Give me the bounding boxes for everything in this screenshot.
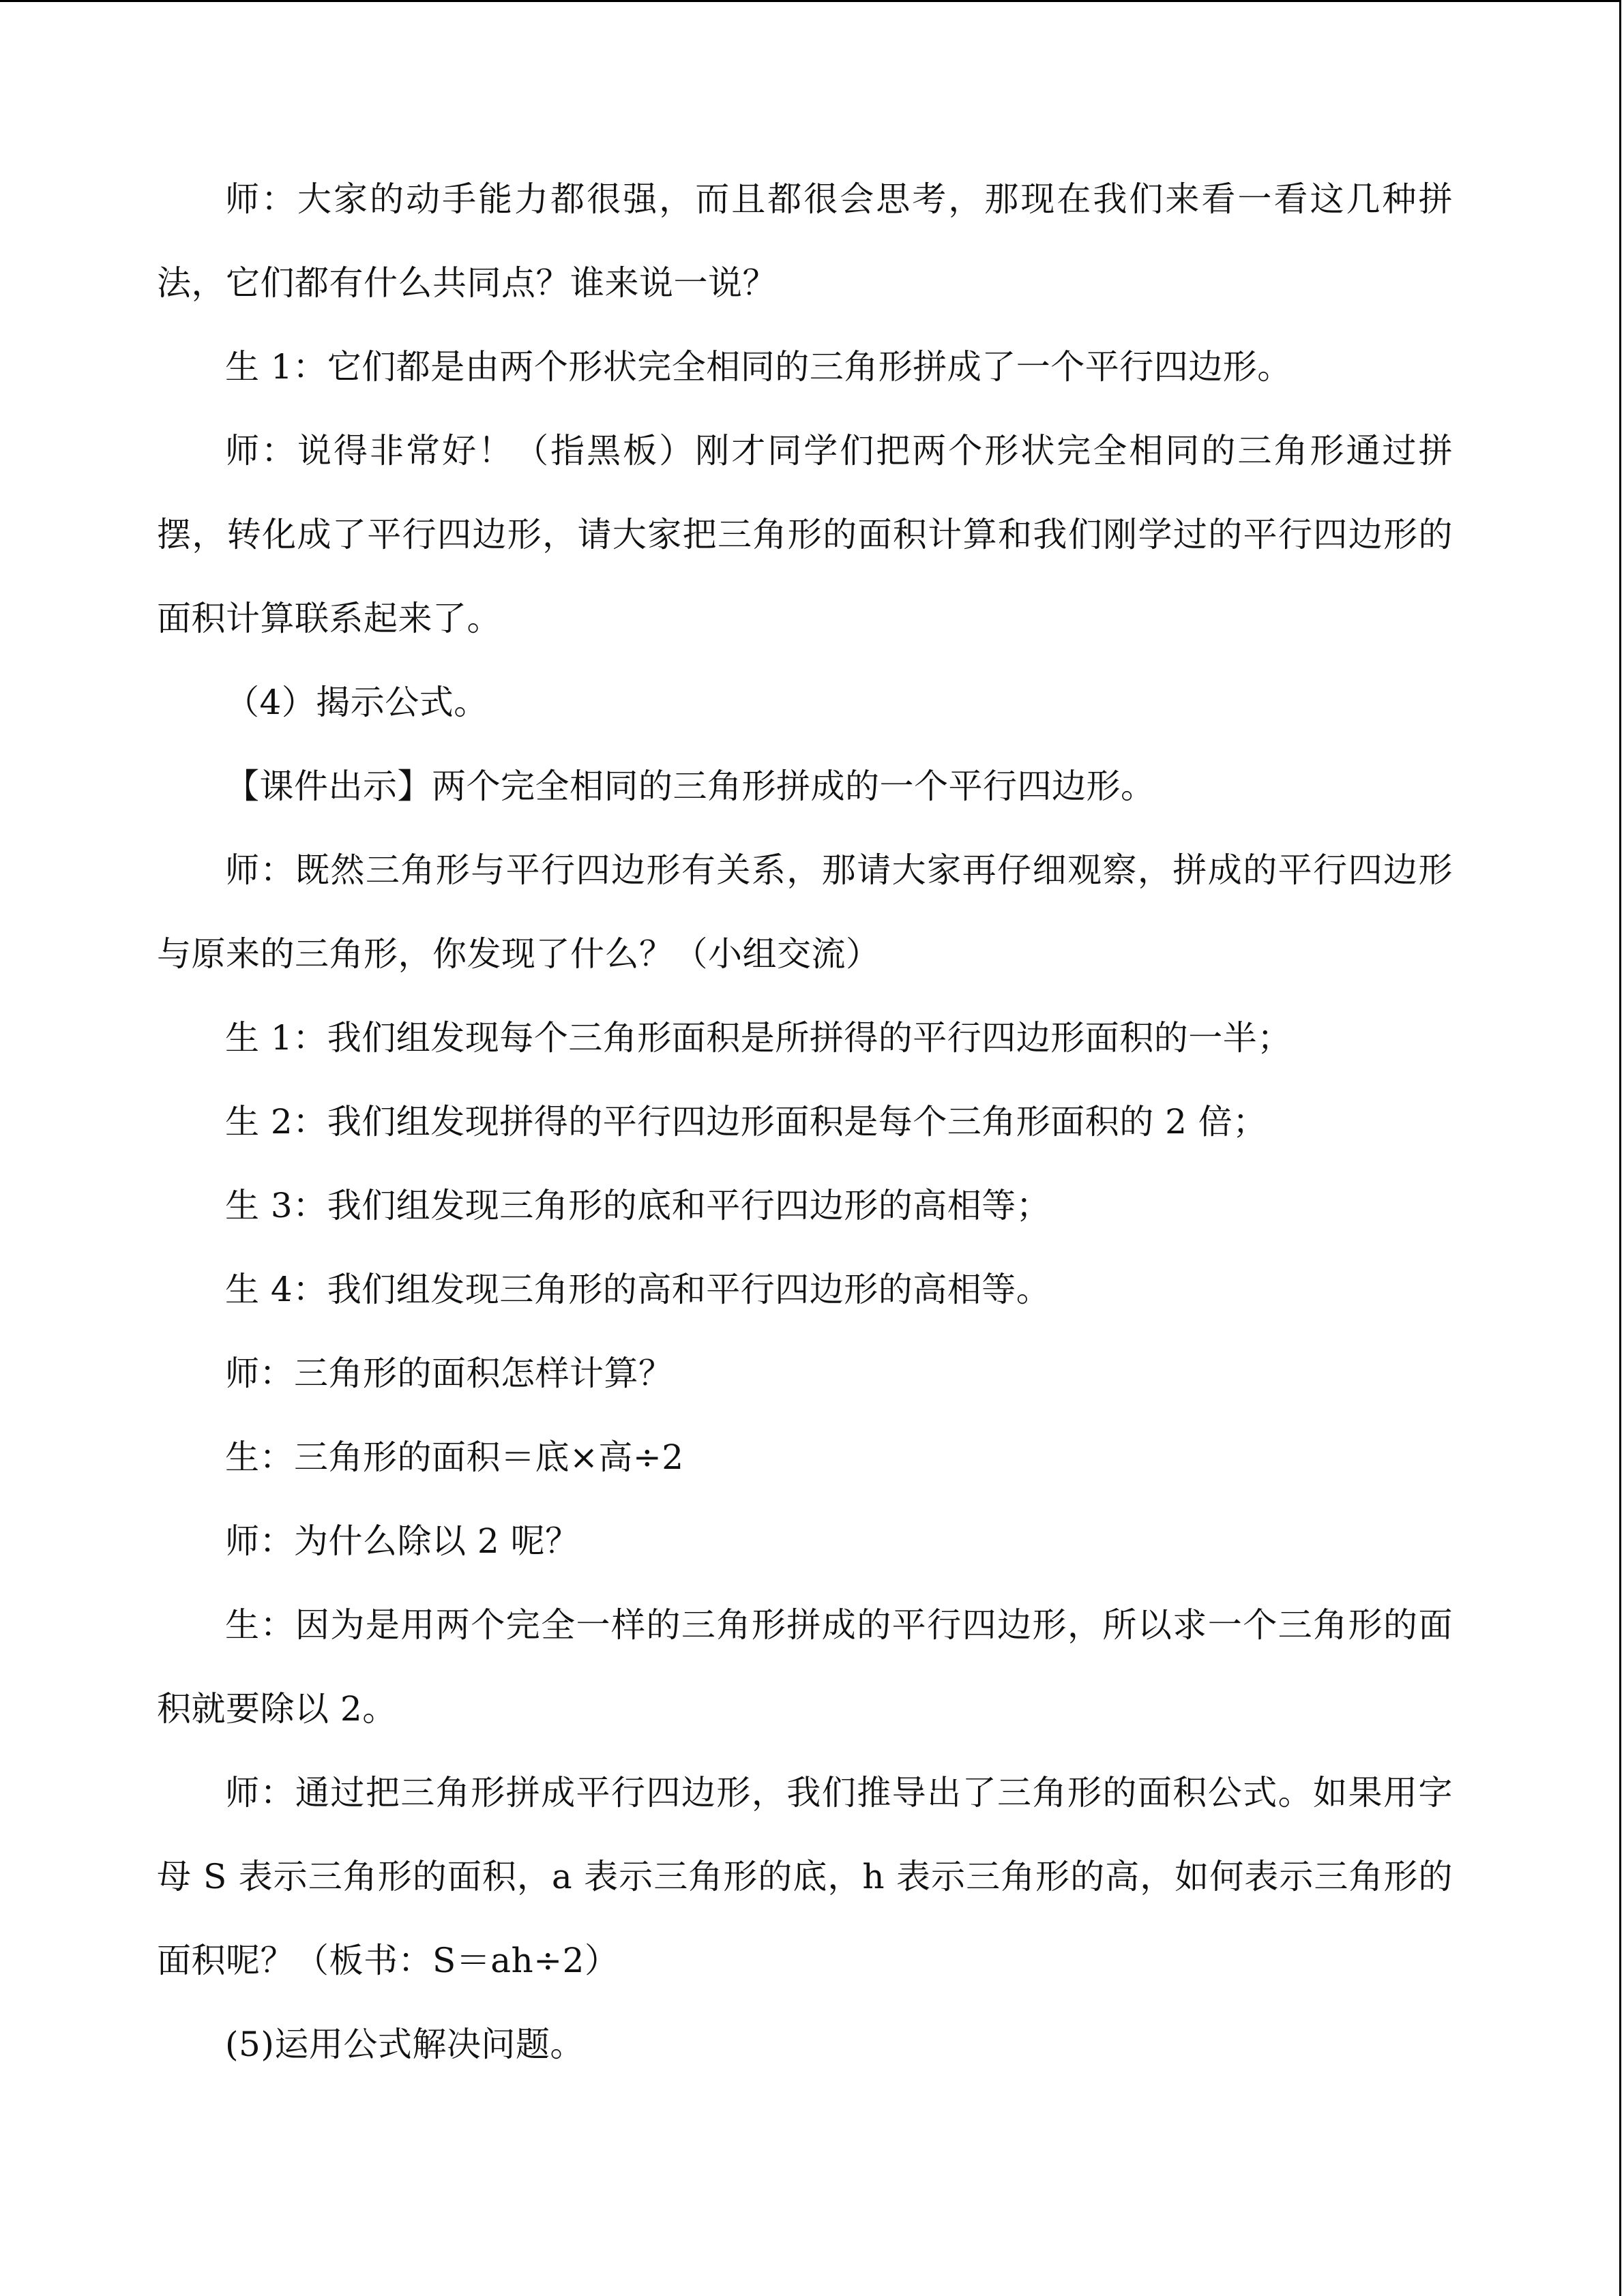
paragraph-student-1-finding: 生 1：我们组发现每个三角形面积是所拼得的平行四边形面积的一半； xyxy=(225,1018,1292,1058)
paragraph-teacher-how-calculate: 师：三角形的面积怎样计算？ xyxy=(225,1354,673,1393)
paragraph-student-1-answer: 生 1：它们都是由两个形状完全相同的三角形拼成了一个平行四边形。 xyxy=(225,347,1292,387)
paragraph-teacher-formula-letters: 师：通过把三角形拼成平行四边形，我们推导出了三角形的面积公式。如果用字母 S 表示三角形的面积，a 表示三角形的底，h 表示三角形的高，如何表示三角形的面积呢？（板书：S＝ah÷2） xyxy=(157,1773,1453,1980)
section-heading-apply-formula: (5)运用公式解决问题。 xyxy=(225,2025,585,2064)
paragraph-student-4-finding: 生 4：我们组发现三角形的高和平行四边形的高相等。 xyxy=(225,1270,1051,1309)
paragraph-teacher-praise: 师：说得非常好！（指黑板）刚才同学们把两个形状完全相同的三角形通过拼摆，转化成了平行四边形，请大家把三角形的面积计算和我们刚学过的平行四边形的面积计算联系起来了。 xyxy=(157,431,1453,638)
paragraph-teacher-why-divide: 师：为什么除以 2 呢？ xyxy=(225,1521,580,1561)
paragraph-teacher-question: 师：大家的动手能力都很强，而且都很会思考，那现在我们来看一看这几种拼法，它们都有什么共同点？谁来说一说？ xyxy=(157,179,1453,303)
section-heading-reveal-formula: （4）揭示公式。 xyxy=(225,683,488,722)
paragraph-student-reason: 生：因为是用两个完全一样的三角形拼成的平行四边形，所以求一个三角形的面积就要除以 2。 xyxy=(157,1605,1453,1729)
document-body xyxy=(157,0,1453,2087)
paragraph-teacher-observe: 师：既然三角形与平行四边形有关系，那请大家再仔细观察，拼成的平行四边形与原来的三角形，你发现了什么？（小组交流） xyxy=(157,850,1453,974)
paragraph-courseware-display: 【课件出示】两个完全相同的三角形拼成的一个平行四边形。 xyxy=(225,766,1155,806)
paragraph-student-3-finding: 生 3：我们组发现三角形的底和平行四边形的高相等； xyxy=(225,1186,1051,1225)
paragraph-student-2-finding: 生 2：我们组发现拼得的平行四边形面积是每个三角形面积的 2 倍； xyxy=(225,1102,1267,1142)
paragraph-student-formula: 生：三角形的面积＝底×高÷2 xyxy=(225,1437,684,1477)
